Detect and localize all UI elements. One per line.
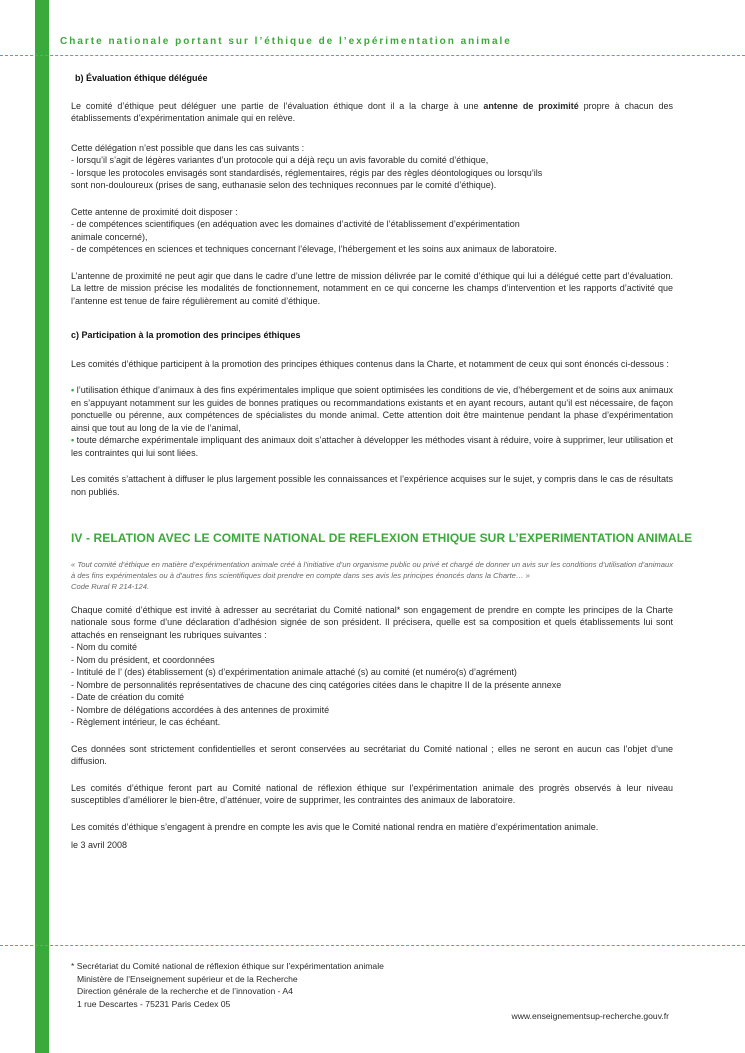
section-b-antenne-item: - de compétences scientifiques (en adéquation avec les domaines d’activité de l’établissement d’expérimentation <box>71 219 520 229</box>
left-accent-bar <box>35 0 49 1053</box>
page-content <box>71 72 693 852</box>
section-c-title: c) Participation à la promotion des principes éthiques <box>71 330 301 340</box>
section-iv-paragraph-1: Chaque comité d’éthique est invité à adresser au secrétariat du Comité national* son engagement de prendre en compte les principes de la Charte nationale sous forme d’une déclaration d’adhésion signée de son président. Il précisera, quelle est sa composition et quels établissements lui sont attachés en renseignant les rubriques suivantes : <box>71 604 673 640</box>
section-b-case-item: - lorsqu’il s’agit de légères variantes d’un protocole qui a déjà reçu un avis favorable du comité d’éthique, <box>71 155 489 165</box>
section-iv-paragraph-4: Les comités d’éthique s’engagent à prendre en compte les avis que le Comité national rendra en matière d’expérimentation animale. <box>71 821 599 832</box>
section-iv-list-item: - Règlement intérieur, le cas échéant. <box>71 717 221 727</box>
section-b-p1-bold: antenne de proximité <box>483 100 579 111</box>
section-iv-list-item: - Nombre de délégations accordées à des antennes de proximité <box>71 704 330 715</box>
section-b-p1-end: propre à chacun des établissements d’expérimentation animale qui en relève. <box>71 100 673 123</box>
section-b-case-item: sont non-douloureux (prises de sang, euthanasie selon des techniques reconnues par le comité d’éthique). <box>71 180 497 190</box>
section-b-paragraph-1 <box>71 100 673 125</box>
section-iv-list-item: - Intitulé de l’ (des) établissement (s) d’expérimentation animale attaché (s) au comité (et numéro(s) d’agrément) <box>71 667 517 677</box>
section-b-cases-intro: Cette délégation n’est possible que dans les cas suivants : <box>71 142 305 153</box>
section-iv-title: IV - RELATION AVEC LE COMITE NATIONAL DE REFLEXION ETHIQUE SUR L’EXPERIMENTATION ANIMALE <box>71 531 693 545</box>
section-iv-paragraph-2: Ces données sont strictement confidentielles et seront conservées au secrétariat du Comité national ; elles ne seront en aucun cas l’objet d’une diffusion. <box>71 743 673 766</box>
section-c-bullet-2 <box>71 434 673 459</box>
footer-line: 1 rue Descartes - 75231 Paris Cedex 05 <box>77 998 231 1009</box>
section-c-bullet-2-text: toute démarche expérimentale impliquant des animaux doit s’attacher à développer les méthodes visant à réduire, voire à supprimer, leur utilisation et les contraintes qui lui sont liées. <box>71 435 673 458</box>
section-iv-paragraph-3: Les comités d’éthique feront part au Comité national de réflexion éthique sur l’expérimentation animale des progrès observés à leur niveau susceptibles d’améliorer le bien-être, d’atténuer, voire de supprimer, les contraintes des animaux de laboratoire. <box>71 782 673 805</box>
section-b-antenne-intro: Cette antenne de proximité doit disposer : <box>71 206 238 217</box>
section-iv-quote: « Tout comité d’éthique en matière d’expérimentation animale créé à l’initiative d’un organisme public ou privé et chargé de donner un avis sur les conditions d’utilisation d’animaux à des fins expérimentales ou à d’autres fins scientifiques doit prendre en compte dans ses avis les principes énoncés dans la Charte… » <box>71 559 673 580</box>
footer-line: * Secrétariat du Comité national de réflexion éthique sur l’expérimentation animale <box>71 961 384 971</box>
section-c-bullet-1 <box>71 384 673 434</box>
section-b-title: b) Évaluation éthique déléguée <box>75 73 208 83</box>
section-iv-list-item: - Date de création du comité <box>71 692 185 702</box>
footer-divider <box>0 945 745 946</box>
section-b-case-item: - lorsque les protocoles envisagés sont standardisés, réglementaires, régis par des règles déontologiques ou lorsqu’ils <box>71 167 543 178</box>
section-iv-quote-reference: Code Rural R 214-124. <box>71 581 150 591</box>
section-c-paragraph-1: Les comités d’éthique participent à la promotion des principes éthiques contenus dans la Charte, et notamment de ceux qui sont énoncés ci-dessous : <box>71 358 669 369</box>
section-iv-list-item: - Nom du président, et coordonnées <box>71 654 215 665</box>
section-iv-list-item: - Nom du comité <box>71 642 138 652</box>
bullet-icon: • <box>71 385 75 395</box>
section-b-p1-start: Le comité d’éthique peut déléguer une partie de l’évaluation éthique dont il a la charge à une <box>71 100 484 111</box>
section-c-bullet-1-text: l’utilisation éthique d’animaux à des fins expérimentales implique que soient optimisées les conditions de vie, d’hébergement et de soins aux animaux en s’appuyant notamment sur les guides de bonnes pratiques ou recommandations existants et en ayant recours, autant qu’il est nécessaire, de façon ponctuelle ou pérenne, aux compétences de spécialistes du monde animal. Cette attention doit être maintenue pendant la phase d’expérimentation ainsi que tout au long de la vie de l’animal, <box>71 385 673 433</box>
footer-website-link[interactable]: www.enseignementsup-recherche.gouv.fr <box>511 1011 669 1021</box>
document-date: le 3 avril 2008 <box>71 840 128 850</box>
section-iv-list-item: - Nombre de personnalités représentatives de chacune des cinq catégories citées dans le chapitre II de la présente annexe <box>71 679 562 690</box>
page-header-title: Charte nationale portant sur l’éthique de l’expérimentation animale <box>60 36 512 47</box>
footer-line: Ministère de l’Enseignement supérieur et de la Recherche <box>77 973 298 984</box>
section-b-paragraph-4: L’antenne de proximité ne peut agir que dans le cadre d’une lettre de mission délivrée par le comité d’éthique qui lui a délégué cette part d’évaluation. La lettre de mission précise les modalités de fonctionnement, notamment en ce qui concerne les champs d’intervention et les rapports d’activité que l’antenne est tenue de faire régulièrement au comité d’éthique. <box>71 270 673 306</box>
section-b-antenne-item: animale concerné), <box>71 231 148 242</box>
footer <box>71 960 671 1021</box>
bullet-icon: • <box>71 435 75 445</box>
section-c-paragraph-2: Les comités s’attachent à diffuser le plus largement possible les connaissances et l’expérience acquises sur le sujet, y compris dans le cas de résultats non publiés. <box>71 474 673 497</box>
header-divider <box>0 55 745 56</box>
footer-line: Direction générale de la recherche et de l’innovation - A4 <box>77 986 293 996</box>
section-b-antenne-item: - de compétences en sciences et techniques concernant l’élevage, l’hébergement et les soins aux animaux de laboratoire. <box>71 244 557 254</box>
